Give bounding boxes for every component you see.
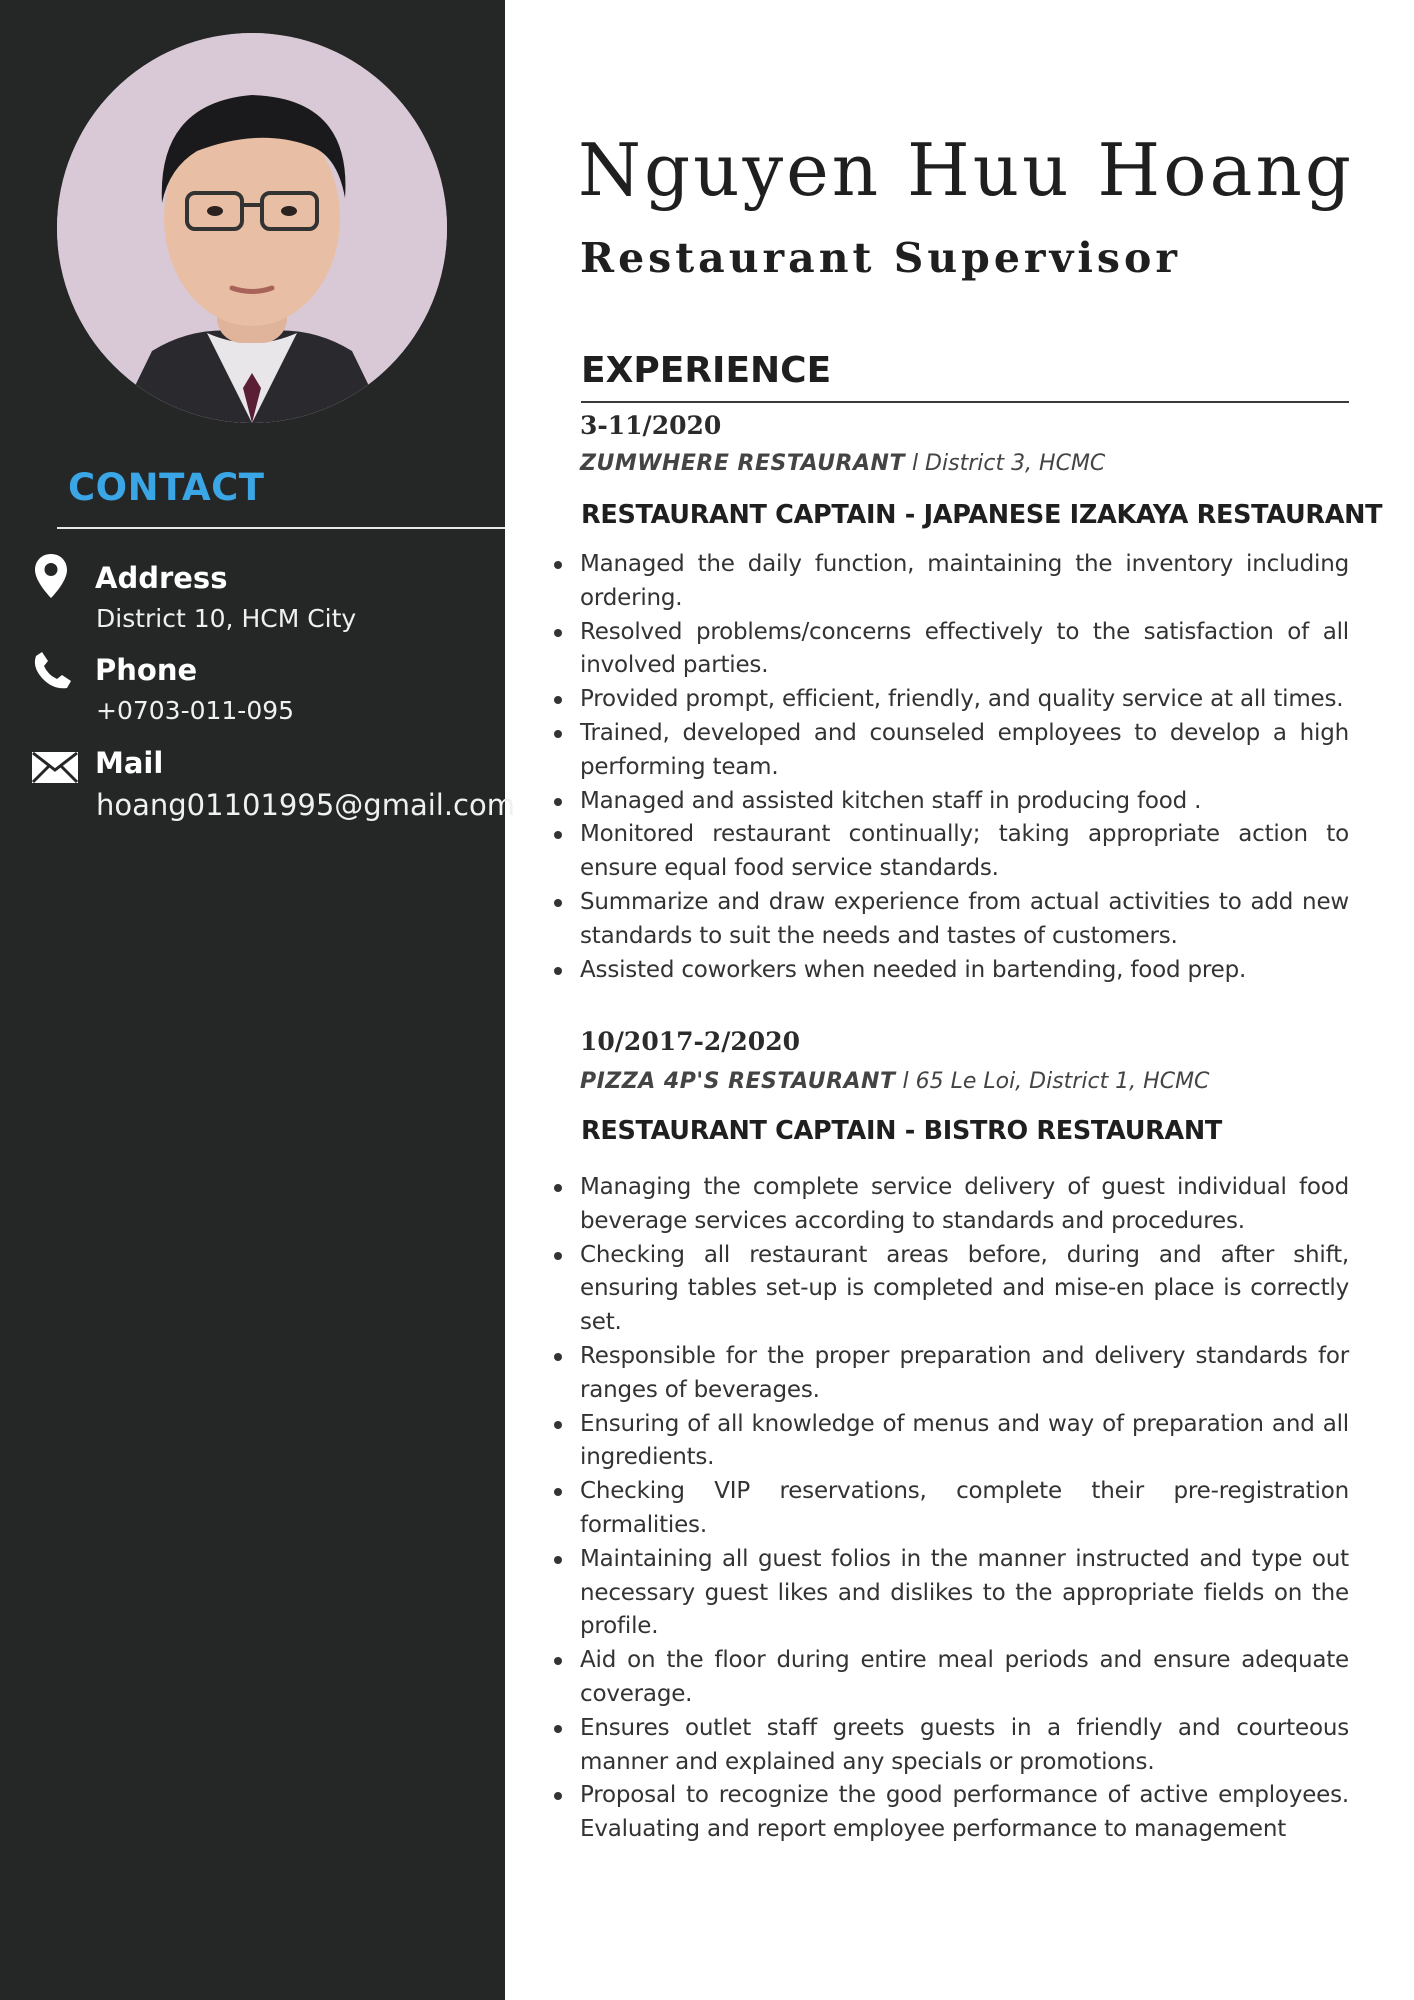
experience-divider xyxy=(581,401,1349,403)
bullet-item: Provided prompt, efficient, friendly, and quality service at all times. xyxy=(580,683,1349,717)
bullet-item: Checking all restaurant areas before, during and after shift, ensuring tables set-up is completed and mise-en place is correctly set. xyxy=(580,1239,1349,1340)
company-location: l District 3, HCMC xyxy=(904,451,1106,476)
bullet-item: Responsible for the proper preparation and delivery standards for ranges of beverages. xyxy=(580,1340,1349,1408)
bullet-item: Resolved problems/concerns effectively to the satisfaction of all involved parties. xyxy=(580,616,1349,684)
envelope-icon xyxy=(31,751,79,784)
job-employer xyxy=(580,1069,1209,1094)
bullet-item: Ensures outlet staff greets guests in a friendly and courteous manner and explained any specials or promotions. xyxy=(580,1712,1349,1780)
address-value: District 10, HCM City xyxy=(96,604,357,633)
sidebar xyxy=(0,0,515,2000)
mail-label: Mail xyxy=(95,746,164,780)
phone-value[interactable]: +0703-011-095 xyxy=(96,696,295,725)
bullet-item: Checking VIP reservations, complete their pre-registration formalities. xyxy=(580,1475,1349,1543)
bullet-item: Summarize and draw experience from actual activities to add new standards to suit the needs and tastes of customers. xyxy=(580,886,1349,954)
mail-value[interactable]: hoang01101995@gmail.com xyxy=(96,788,515,822)
phone-icon xyxy=(33,650,73,690)
job-role: RESTAURANT CAPTAIN - BISTRO RESTAURANT xyxy=(581,1116,1223,1146)
company-location: l 65 Le Loi, District 1, HCMC xyxy=(895,1069,1210,1094)
company-name: ZUMWHERE RESTAURANT xyxy=(580,451,905,476)
profile-photo xyxy=(57,33,447,423)
bullet-item: Maintaining all guest folios in the manner instructed and type out necessary guest likes and dislikes to the appropriate fields on the profile. xyxy=(580,1543,1349,1644)
bullet-item: Managed and assisted kitchen staff in producing food . xyxy=(580,785,1349,819)
bullet-item: Trained, developed and counseled employees to develop a high performing team. xyxy=(580,717,1349,785)
bullet-item: Ensuring of all knowledge of menus and way of preparation and all ingredients. xyxy=(580,1408,1349,1476)
bullet-item: Aid on the floor during entire meal periods and ensure adequate coverage. xyxy=(580,1644,1349,1712)
location-pin-icon xyxy=(34,553,68,599)
job-dates: 10/2017-2/2020 xyxy=(580,1027,800,1056)
job-role: RESTAURANT CAPTAIN - JAPANESE IZAKAYA RESTAURANT xyxy=(581,500,1383,530)
job-dates: 3-11/2020 xyxy=(580,411,722,440)
job-bullets xyxy=(580,1171,1349,1847)
contact-divider xyxy=(57,527,505,529)
bullet-item: Assisted coworkers when needed in bartending, food prep. xyxy=(580,954,1349,988)
experience-heading: EXPERIENCE xyxy=(581,350,832,391)
job-bullets xyxy=(580,548,1349,987)
candidate-name: Nguyen Huu Hoang xyxy=(578,128,1354,212)
candidate-title: Restaurant Supervisor xyxy=(580,234,1181,282)
address-label: Address xyxy=(95,561,228,595)
bullet-item: Monitored restaurant continually; taking appropriate action to ensure equal food service standards. xyxy=(580,818,1349,886)
bullet-item: Proposal to recognize the good performance of active employees. Evaluating and report employee performance to management xyxy=(580,1779,1349,1847)
contact-heading: CONTACT xyxy=(68,466,265,509)
company-name: PIZZA 4P'S RESTAURANT xyxy=(580,1069,896,1094)
job-employer xyxy=(580,451,1105,476)
phone-label: Phone xyxy=(95,653,198,687)
bullet-item: Managing the complete service delivery of guest individual food beverage services according to standards and procedures. xyxy=(580,1171,1349,1239)
bullet-item: Managed the daily function, maintaining the inventory including ordering. xyxy=(580,548,1349,616)
